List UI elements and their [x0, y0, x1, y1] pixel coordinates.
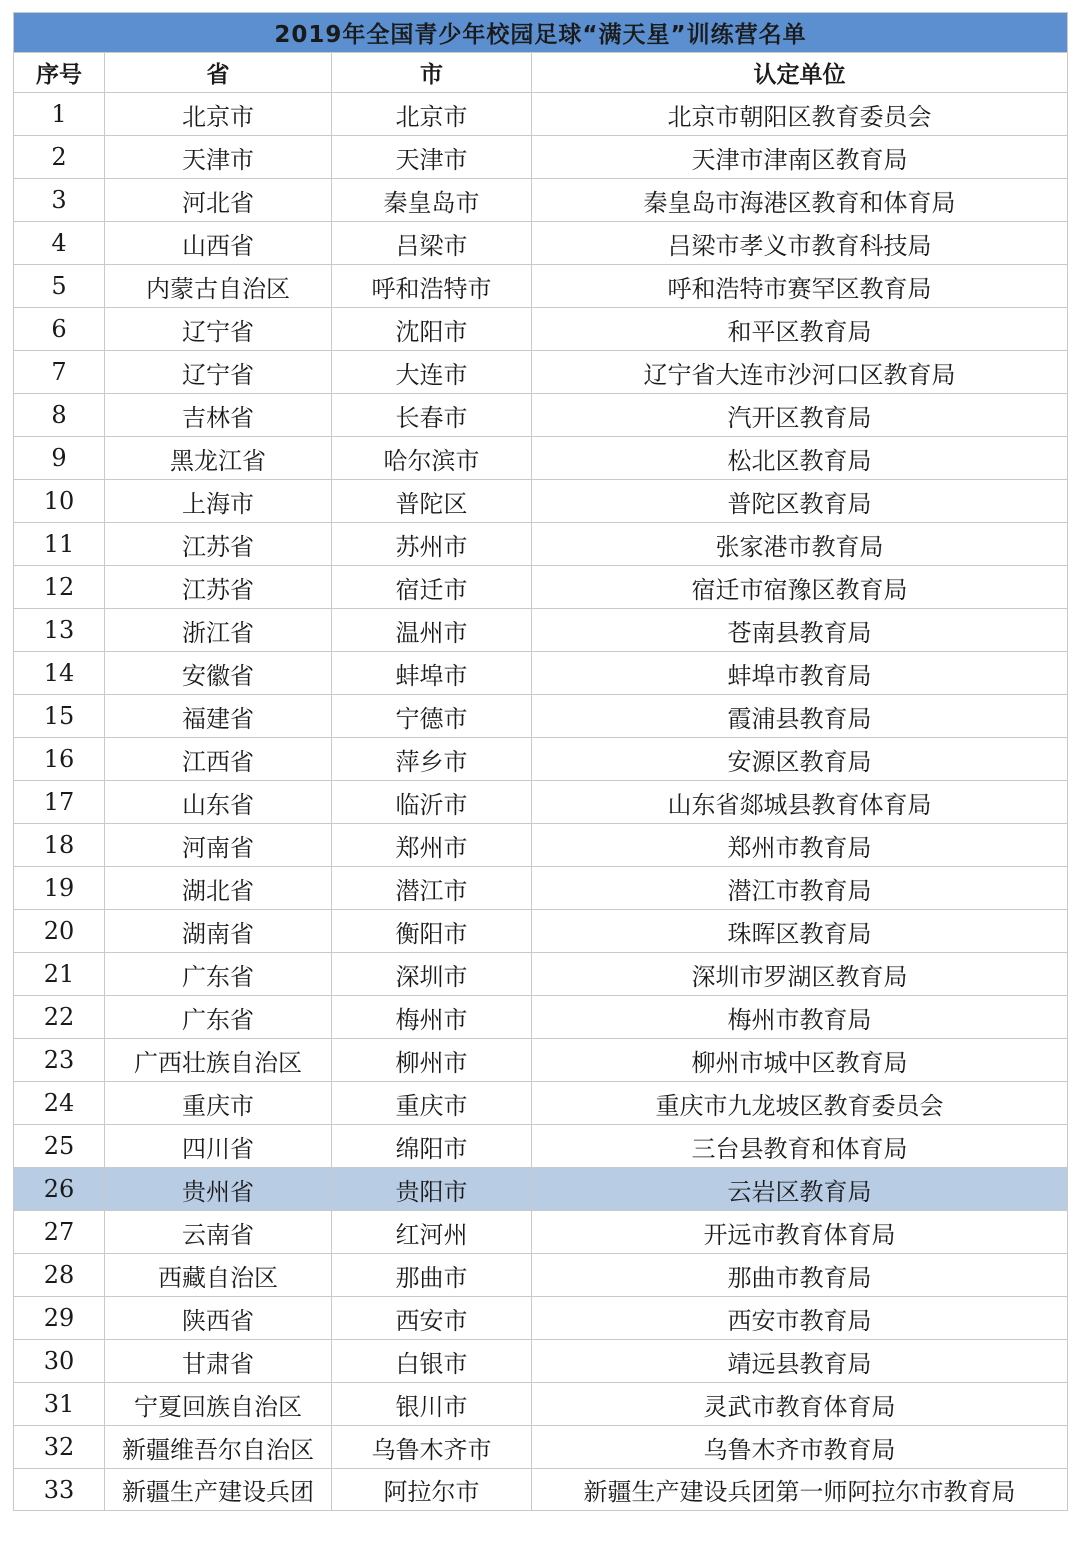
city-cell: 西安市 [332, 1297, 532, 1340]
table-row [14, 609, 1068, 652]
city-cell: 哈尔滨市 [332, 437, 532, 480]
header-no: 序号 [14, 53, 105, 93]
row-number: 29 [14, 1297, 105, 1340]
row-number: 10 [14, 480, 105, 523]
city-cell: 柳州市 [332, 1039, 532, 1082]
city-cell: 重庆市 [332, 1082, 532, 1125]
province-cell: 广东省 [105, 953, 332, 996]
city-cell: 乌鲁木齐市 [332, 1426, 532, 1469]
province-cell: 广东省 [105, 996, 332, 1039]
city-cell: 宁德市 [332, 695, 532, 738]
table-row [14, 1125, 1068, 1168]
row-number: 15 [14, 695, 105, 738]
province-cell: 湖南省 [105, 910, 332, 953]
row-number: 20 [14, 910, 105, 953]
row-number: 5 [14, 265, 105, 308]
unit-cell: 柳州市城中区教育局 [532, 1039, 1068, 1082]
province-cell: 宁夏回族自治区 [105, 1383, 332, 1426]
city-cell: 那曲市 [332, 1254, 532, 1297]
city-cell: 呼和浩特市 [332, 265, 532, 308]
table-row [14, 265, 1068, 308]
city-cell: 深圳市 [332, 953, 532, 996]
table-row [14, 1340, 1068, 1383]
table-row [14, 566, 1068, 609]
row-number: 4 [14, 222, 105, 265]
row-number: 11 [14, 523, 105, 566]
province-cell: 四川省 [105, 1125, 332, 1168]
table-row [14, 695, 1068, 738]
unit-cell: 安源区教育局 [532, 738, 1068, 781]
city-cell: 北京市 [332, 93, 532, 136]
unit-cell: 和平区教育局 [532, 308, 1068, 351]
province-cell: 吉林省 [105, 394, 332, 437]
unit-cell: 潜江市教育局 [532, 867, 1068, 910]
row-number: 6 [14, 308, 105, 351]
city-cell: 蚌埠市 [332, 652, 532, 695]
province-cell: 陕西省 [105, 1297, 332, 1340]
province-cell: 天津市 [105, 136, 332, 179]
city-cell: 衡阳市 [332, 910, 532, 953]
header-province: 省 [105, 53, 332, 93]
unit-cell: 汽开区教育局 [532, 394, 1068, 437]
row-number: 17 [14, 781, 105, 824]
row-number: 14 [14, 652, 105, 695]
province-cell: 山东省 [105, 781, 332, 824]
city-cell: 郑州市 [332, 824, 532, 867]
row-number: 33 [14, 1469, 105, 1511]
unit-cell: 辽宁省大连市沙河口区教育局 [532, 351, 1068, 394]
table-row [14, 1254, 1068, 1297]
row-number: 23 [14, 1039, 105, 1082]
province-cell: 上海市 [105, 480, 332, 523]
unit-cell: 山东省郯城县教育体育局 [532, 781, 1068, 824]
province-cell: 重庆市 [105, 1082, 332, 1125]
table-row [14, 394, 1068, 437]
unit-cell: 新疆生产建设兵团第一师阿拉尔市教育局 [532, 1469, 1068, 1511]
unit-cell: 三台县教育和体育局 [532, 1125, 1068, 1168]
city-cell: 绵阳市 [332, 1125, 532, 1168]
unit-cell: 普陀区教育局 [532, 480, 1068, 523]
table-row [14, 1297, 1068, 1340]
province-cell: 福建省 [105, 695, 332, 738]
unit-cell: 蚌埠市教育局 [532, 652, 1068, 695]
row-number: 18 [14, 824, 105, 867]
row-number: 27 [14, 1211, 105, 1254]
unit-cell: 灵武市教育体育局 [532, 1383, 1068, 1426]
city-cell: 沈阳市 [332, 308, 532, 351]
row-number: 25 [14, 1125, 105, 1168]
province-cell: 黑龙江省 [105, 437, 332, 480]
unit-cell: 秦皇岛市海港区教育和体育局 [532, 179, 1068, 222]
city-cell: 吕梁市 [332, 222, 532, 265]
city-cell: 长春市 [332, 394, 532, 437]
table-row [14, 136, 1068, 179]
province-cell: 安徽省 [105, 652, 332, 695]
row-number: 32 [14, 1426, 105, 1469]
row-number: 8 [14, 394, 105, 437]
unit-cell: 北京市朝阳区教育委员会 [532, 93, 1068, 136]
unit-cell: 天津市津南区教育局 [532, 136, 1068, 179]
province-cell: 北京市 [105, 93, 332, 136]
province-cell: 江苏省 [105, 566, 332, 609]
table-body [14, 93, 1068, 1511]
unit-cell: 西安市教育局 [532, 1297, 1068, 1340]
unit-cell: 宿迁市宿豫区教育局 [532, 566, 1068, 609]
table-row [14, 781, 1068, 824]
city-cell: 红河州 [332, 1211, 532, 1254]
city-cell: 苏州市 [332, 523, 532, 566]
province-cell: 云南省 [105, 1211, 332, 1254]
province-cell: 辽宁省 [105, 308, 332, 351]
unit-cell: 呼和浩特市赛罕区教育局 [532, 265, 1068, 308]
province-cell: 山西省 [105, 222, 332, 265]
table-row [14, 824, 1068, 867]
table-row [14, 1039, 1068, 1082]
table-row [14, 179, 1068, 222]
row-number: 22 [14, 996, 105, 1039]
unit-cell: 梅州市教育局 [532, 996, 1068, 1039]
row-number: 9 [14, 437, 105, 480]
province-cell: 浙江省 [105, 609, 332, 652]
city-cell: 普陀区 [332, 480, 532, 523]
row-number: 2 [14, 136, 105, 179]
row-number: 28 [14, 1254, 105, 1297]
row-number: 30 [14, 1340, 105, 1383]
unit-cell: 那曲市教育局 [532, 1254, 1068, 1297]
unit-cell: 开远市教育体育局 [532, 1211, 1068, 1254]
province-cell: 西藏自治区 [105, 1254, 332, 1297]
province-cell: 内蒙古自治区 [105, 265, 332, 308]
title-row [14, 13, 1068, 53]
unit-cell: 吕梁市孝义市教育科技局 [532, 222, 1068, 265]
header-unit: 认定单位 [532, 53, 1068, 93]
training-camp-table [13, 12, 1068, 1511]
row-number: 13 [14, 609, 105, 652]
unit-cell: 云岩区教育局 [532, 1168, 1068, 1211]
header-row [14, 53, 1068, 93]
city-cell: 贵阳市 [332, 1168, 532, 1211]
city-cell: 萍乡市 [332, 738, 532, 781]
table-row [14, 1211, 1068, 1254]
unit-cell: 珠晖区教育局 [532, 910, 1068, 953]
row-number: 31 [14, 1383, 105, 1426]
table-row [14, 953, 1068, 996]
unit-cell: 张家港市教育局 [532, 523, 1068, 566]
city-cell: 临沂市 [332, 781, 532, 824]
unit-cell: 深圳市罗湖区教育局 [532, 953, 1068, 996]
province-cell: 湖北省 [105, 867, 332, 910]
unit-cell: 乌鲁木齐市教育局 [532, 1426, 1068, 1469]
header-city: 市 [332, 53, 532, 93]
row-number: 21 [14, 953, 105, 996]
row-number: 26 [14, 1168, 105, 1211]
table-row [14, 910, 1068, 953]
city-cell: 秦皇岛市 [332, 179, 532, 222]
city-cell: 潜江市 [332, 867, 532, 910]
city-cell: 银川市 [332, 1383, 532, 1426]
province-cell: 贵州省 [105, 1168, 332, 1211]
table-row [14, 867, 1068, 910]
province-cell: 新疆维吾尔自治区 [105, 1426, 332, 1469]
city-cell: 梅州市 [332, 996, 532, 1039]
province-cell: 甘肃省 [105, 1340, 332, 1383]
city-cell: 天津市 [332, 136, 532, 179]
table-row [14, 222, 1068, 265]
table-row [14, 523, 1068, 566]
city-cell: 大连市 [332, 351, 532, 394]
unit-cell: 苍南县教育局 [532, 609, 1068, 652]
row-number: 16 [14, 738, 105, 781]
table-row [14, 351, 1068, 394]
table-row [14, 1168, 1068, 1211]
province-cell: 河南省 [105, 824, 332, 867]
row-number: 12 [14, 566, 105, 609]
table-title: 2019年全国青少年校园足球“满天星”训练营名单 [14, 13, 1068, 53]
row-number: 19 [14, 867, 105, 910]
unit-cell: 郑州市教育局 [532, 824, 1068, 867]
unit-cell: 靖远县教育局 [532, 1340, 1068, 1383]
row-number: 7 [14, 351, 105, 394]
table-row [14, 1426, 1068, 1469]
row-number: 3 [14, 179, 105, 222]
city-cell: 白银市 [332, 1340, 532, 1383]
province-cell: 河北省 [105, 179, 332, 222]
province-cell: 辽宁省 [105, 351, 332, 394]
table-row [14, 1082, 1068, 1125]
city-cell: 宿迁市 [332, 566, 532, 609]
table-row [14, 652, 1068, 695]
table-row [14, 480, 1068, 523]
unit-cell: 霞浦县教育局 [532, 695, 1068, 738]
province-cell: 新疆生产建设兵团 [105, 1469, 332, 1511]
province-cell: 江苏省 [105, 523, 332, 566]
unit-cell: 松北区教育局 [532, 437, 1068, 480]
table-row [14, 996, 1068, 1039]
row-number: 24 [14, 1082, 105, 1125]
table-row [14, 308, 1068, 351]
unit-cell: 重庆市九龙坡区教育委员会 [532, 1082, 1068, 1125]
province-cell: 江西省 [105, 738, 332, 781]
table-row [14, 437, 1068, 480]
row-number: 1 [14, 93, 105, 136]
table-row [14, 738, 1068, 781]
city-cell: 阿拉尔市 [332, 1469, 532, 1511]
table-row [14, 1383, 1068, 1426]
table-row [14, 93, 1068, 136]
city-cell: 温州市 [332, 609, 532, 652]
table-row [14, 1469, 1068, 1511]
province-cell: 广西壮族自治区 [105, 1039, 332, 1082]
